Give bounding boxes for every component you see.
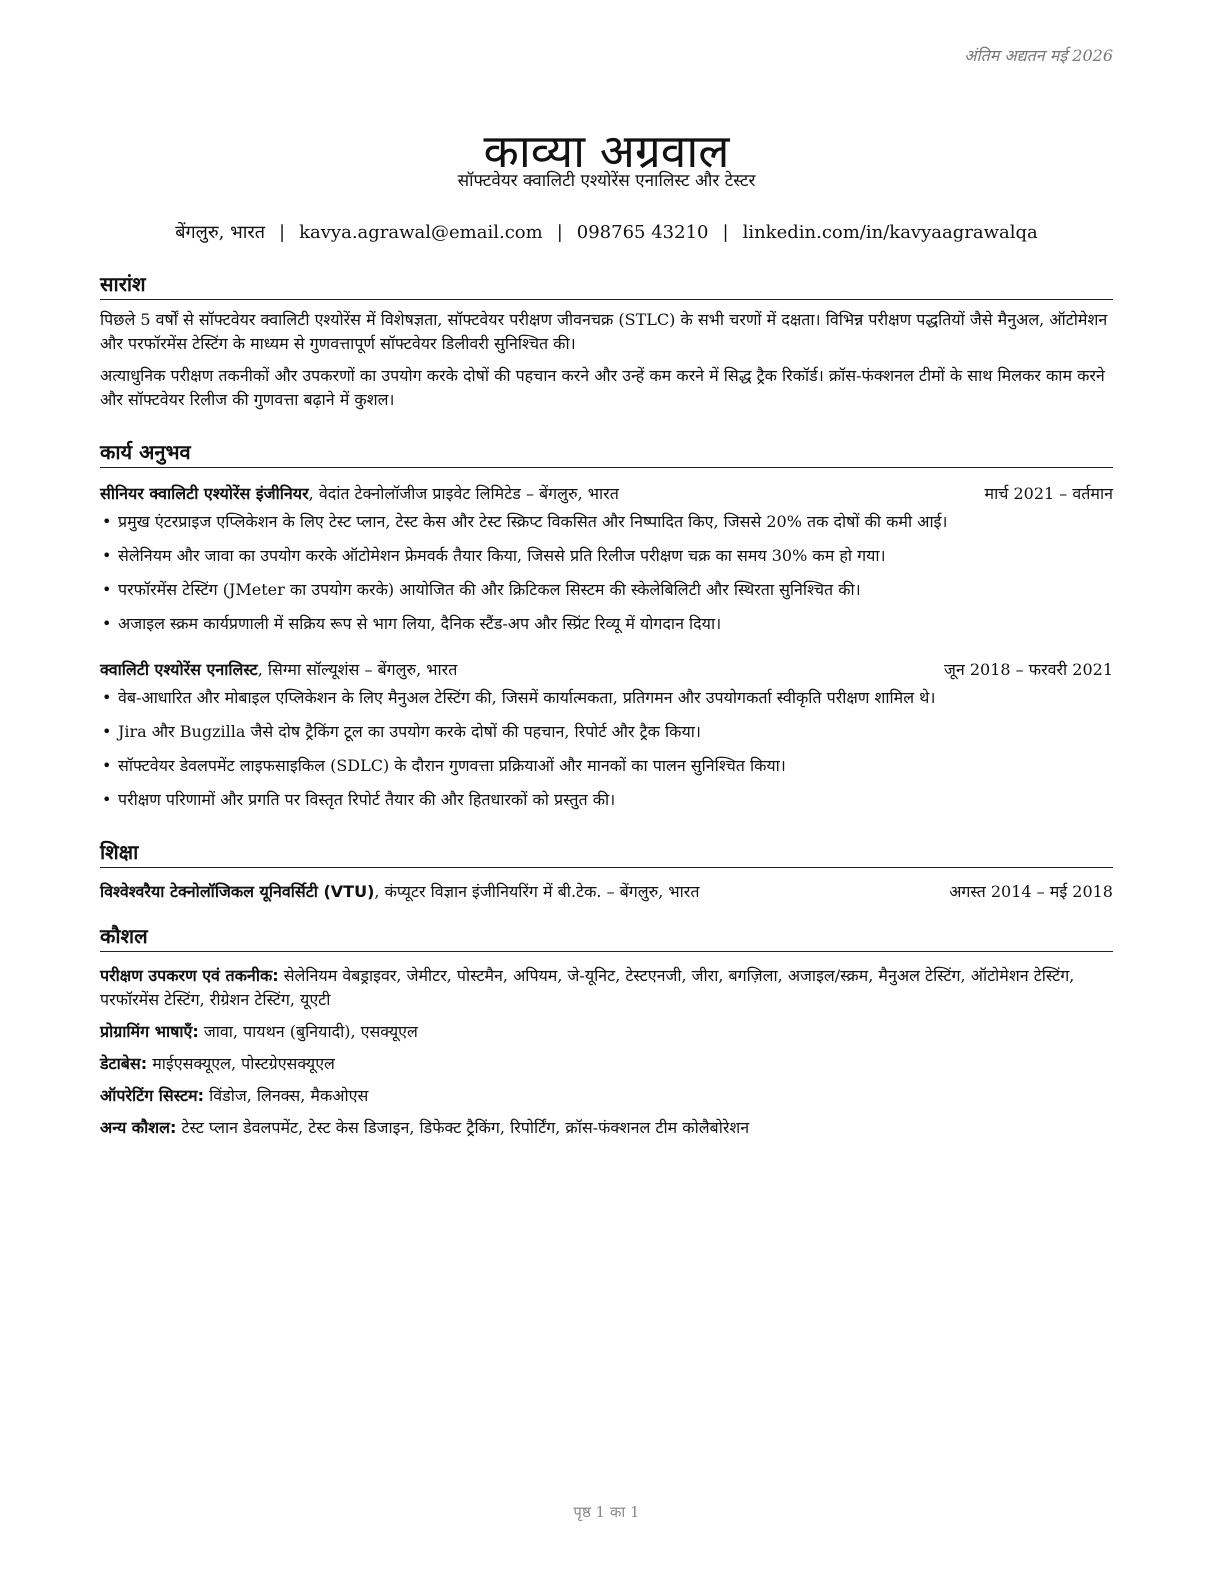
education-degree: , कंप्यूटर विज्ञान इंजीनियरिंग में बी.टेक. – बेंगलुरु, भारत (374, 882, 700, 901)
skill-label: डेटाबेस: (100, 1054, 148, 1073)
skill-row (100, 1052, 1113, 1076)
skill-row (100, 1020, 1113, 1044)
skill-row (100, 1084, 1113, 1108)
skill-value: विंडोज, लिनक्स, मैकओएस (204, 1086, 369, 1105)
job-bullet: • प्रमुख एंटरप्राइज एप्लिकेशन के लिए टेस्ट प्लान, टेस्ट केस और टेस्ट स्क्रिप्ट विकसित और निष्पादित किए, जिससे 20% तक दोषों की कमी आई। (100, 510, 1113, 534)
job-role: क्वालिटी एश्योरेंस एनालिस्ट (100, 660, 258, 679)
contact-location: बेंगलुरु, भारत (175, 222, 266, 243)
education-dates: अगस्त 2014 – मई 2018 (949, 882, 1113, 901)
skill-value: टेस्ट प्लान डेवलपमेंट, टेस्ट केस डिजाइन, डिफेक्ट ट्रैकिंग, रिपोर्टिंग, क्रॉस-फंक्शनल टीम कोलैबोरेशन (176, 1118, 750, 1137)
experience-heading: कार्य अनुभव (100, 438, 1113, 468)
resume-page (100, 0, 1113, 1584)
skill-label: परीक्षण उपकरण एवं तकनीक: (100, 966, 279, 985)
job-header (100, 658, 1113, 682)
job-bullets (100, 686, 1113, 812)
contact-email[interactable]: kavya.agrawal@email.com (299, 222, 543, 243)
job-dates: मार्च 2021 – वर्तमान (984, 484, 1113, 503)
education-section (100, 838, 1113, 904)
contact-line (100, 220, 1113, 244)
contact-separator: | (722, 222, 729, 243)
education-heading: शिक्षा (100, 838, 1113, 868)
skill-value: जावा, पायथन (बुनियादी), एसक्यूएल (198, 1022, 418, 1041)
job-bullet: • सॉफ्टवेयर डेवलपमेंट लाइफसाइकिल (SDLC) के दौरान गुणवत्ता प्रक्रियाओं और मानकों का पालन सुनिश्चित किया। (100, 754, 1113, 778)
skill-label: प्रोग्रामिंग भाषाएँ: (100, 1022, 199, 1041)
experience-section (100, 438, 1113, 822)
job-bullet: • अजाइल स्क्रम कार्यप्रणाली में सक्रिय रूप से भाग लिया, दैनिक स्टैंड-अप और स्प्रिंट रिव्यू में योगदान दिया। (100, 612, 1113, 636)
skills-heading: कौशल (100, 922, 1113, 952)
job-bullets (100, 510, 1113, 636)
job-entry (100, 482, 1113, 636)
contact-linkedin[interactable]: linkedin.com/in/kavyaagrawalqa (742, 222, 1038, 243)
job-header (100, 482, 1113, 506)
page-number: पृष्ठ 1 का 1 (573, 1503, 640, 1521)
candidate-name: काव्या अग्रवाल (483, 123, 730, 178)
job-role-org (100, 482, 619, 506)
skill-row (100, 964, 1113, 1012)
skill-value: माईएसक्यूएल, पोस्टग्रेएसक्यूएल (147, 1054, 335, 1073)
education-institution: विश्वेश्वरैया टेक्नोलॉजिकल यूनिवर्सिटी (VTU) (100, 882, 375, 901)
job-entry (100, 658, 1113, 812)
contact-separator: | (279, 222, 286, 243)
job-org: , सिग्मा सॉल्यूशंस – बेंगलुरु, भारत (257, 660, 458, 679)
skill-row (100, 1116, 1113, 1140)
education-entry (100, 880, 1113, 904)
job-org: , वेदांत टेक्नोलॉजीज प्राइवेट लिमिटेड – बेंगलुरु, भारत (308, 484, 619, 503)
job-dates: जून 2018 – फरवरी 2021 (944, 660, 1113, 679)
contact-separator: | (556, 222, 563, 243)
job-bullet: • वेब-आधारित और मोबाइल एप्लिकेशन के लिए मैनुअल टेस्टिंग की, जिसमें कार्यात्मकता, प्रतिगमन और उपयोगकर्ता स्वीकृति परीक्षण शामिल थे। (100, 686, 1113, 710)
job-role-org (100, 658, 457, 682)
skill-label: ऑपरेटिंग सिस्टम: (100, 1086, 205, 1105)
skill-value: सेलेनियम वेबड्राइवर, जेमीटर, पोस्टमैन, अपियम, जे-यूनिट, टेस्टएनजी, जीरा, बगज़िला, अजाइल/स्क्रम, मैनुअल टेस्टिंग, ऑटोमेशन टेस्टिंग, परफॉरमेंस टेस्टिंग, रीग्रेशन टेस्टिंग, यूएटी (100, 966, 1075, 1009)
candidate-title: सॉफ्टवेयर क्वालिटी एश्योरेंस एनालिस्ट और टेस्टर (457, 171, 756, 191)
job-bullet: • परीक्षण परिणामों और प्रगति पर विस्तृत रिपोर्ट तैयार की और हितधारकों को प्रस्तुत की। (100, 788, 1113, 812)
job-role: सीनियर क्वालिटी एश्योरेंस इंजीनियर (100, 484, 309, 503)
summary-heading: सारांश (100, 270, 1113, 300)
summary-section (100, 270, 1113, 412)
job-bullet: • परफॉरमेंस टेस्टिंग (JMeter का उपयोग करके) आयोजित की और क्रिटिकल सिस्टम की स्केलेबिलिटी और स्थिरता सुनिश्चित की। (100, 578, 1113, 602)
summary-paragraph: अत्याधुनिक परीक्षण तकनीकों और उपकरणों का उपयोग करके दोषों की पहचान करने और उन्हें कम करने में सिद्ध ट्रैक रिकॉर्ड। क्रॉस-फंक्शनल टीमों के साथ मिलकर काम करने और सॉफ्टवेयर रिलीज की गुणवत्ता बढ़ाने में कुशल। (100, 366, 1105, 409)
skill-label: अन्य कौशल: (100, 1118, 177, 1137)
contact-phone: 098765 43210 (576, 222, 709, 243)
education-institution-degree (100, 880, 699, 904)
job-bullet: • सेलेनियम और जावा का उपयोग करके ऑटोमेशन फ्रेमवर्क तैयार किया, जिससे प्रति रिलीज परीक्षण चक्र का समय 30% कम हो गया। (100, 544, 1113, 568)
summary-paragraph: पिछले 5 वर्षों से सॉफ्टवेयर क्वालिटी एश्योरेंस में विशेषज्ञता, सॉफ्टवेयर परीक्षण जीवनचक्र (STLC) के सभी चरणों में दक्षता। विभिन्न परीक्षण पद्धतियों जैसे मैनुअल, ऑटोमेशन और परफॉरमेंस टेस्टिंग के माध्यम से गुणवत्तापूर्ण सॉफ्टवेयर डिलीवरी सुनिश्चित की। (100, 310, 1108, 353)
skills-section (100, 922, 1113, 1140)
last-updated: अंतिम अद्यतन मई 2026 (964, 46, 1113, 65)
job-bullet: • Jira और Bugzilla जैसे दोष ट्रैकिंग टूल का उपयोग करके दोषों की पहचान, रिपोर्ट और ट्रैक किया। (100, 720, 1113, 744)
